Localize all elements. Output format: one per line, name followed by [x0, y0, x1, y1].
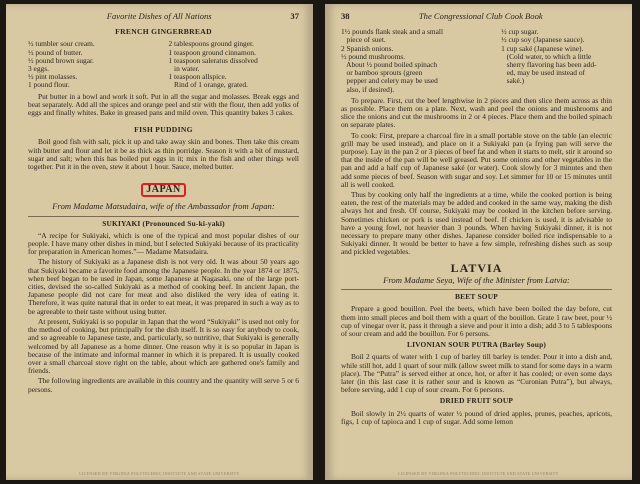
ingredient-line: ½ cup soy (Japanese sauce). [501, 35, 585, 45]
fish-pudding-title: FISH PUDDING [134, 125, 193, 135]
ingredient-line: also, if desired). [341, 84, 395, 94]
country-heading-japan [28, 183, 299, 197]
ingredient-line: ½ tumbler sour cream. [28, 39, 95, 49]
divider [341, 289, 612, 290]
sukiyaki-ingredients [341, 28, 612, 94]
country-heading-latvia: LATVIA [450, 260, 503, 275]
ingredient-line: in water. [168, 64, 200, 74]
ingredient-line: ½ cup sugar. [501, 27, 539, 37]
sukiyaki-paragraph: The history of Sukiyaki as a Japanese dish is not very old. It was about 50 years ago that Sukiyaki became a favorite food among the Japanese people. In the year 1874 or 1875, when beef began to be used in Japan, some Japanese at Nagasaki, one of the large port-cities, devised the so-called Sukiyaki as a method of cooking beef. In ancient Japan, the Japanese people did not care for meat and also disliked the very idea of eating it. Therefore, it was quite natural that in order to eat meat, it was prepared in such a way as to be agreeable to their taste without using butter. [28, 257, 299, 316]
livonian-soup-title: LIVONIAN SOUR PUTRA (Barley Soup) [406, 340, 547, 350]
ingredient-line: 1½ pounds flank steak and a small [341, 27, 444, 37]
ingredient-line: 1 teaspoon ground cinnamon. [168, 47, 256, 57]
french-gingerbread-method: Put butter in a bowl and work it soft. Put in all the sugar and molasses. Break eggs and beat separately. Add all the spices and orange peel and stir with the flour, then add yolks of eggs and finally whites. Bake in greased pans and mild oven. This quantity bakes 3 cakes. [28, 91, 299, 118]
left-running-head [28, 12, 299, 20]
sukiyaki-prepare-paragraph: To prepare. First, cut the beef lengthwise in 2 pieces and then slice them across as thin as possible. Place them on a plate. Next, wash and peel the onions and mushrooms and slice the onions and cut the mushrooms in 2 or 4 pieces. Place them and the boiled spinach on separate plates. [341, 95, 612, 130]
ingredient-line: 1 pound flour. [28, 80, 70, 90]
ingredient-line: 2 Spanish onions. [341, 43, 394, 53]
right-page-number: 38 [341, 11, 350, 21]
french-gingerbread-title: FRENCH GINGERBREAD [115, 27, 212, 37]
ingredient-line: 1 teaspoon allspice. [168, 72, 227, 82]
ingredient-line: 2 tablespoons ground ginger. [168, 39, 254, 49]
left-header-title: Favorite Dishes of All Nations [106, 11, 212, 21]
beet-soup-method: Prepare a good bouillon. Peel the beets, which have been boiled the day before, cut them into small pieces and boil them with a quart of the bouillon. Grate 1 raw beet, pour ½ cup of vinegar over it, pass it through a sieve and pour it into a dish; add 3 to 5 tablespoons of sour cream and add the bouillon. For 6 persons. [341, 304, 612, 338]
library-footer-stamp: LICENSED BY VIRGINIA POLYTECHNIC INSTITUTE AND STATE UNIVERSITY [79, 470, 240, 476]
latvia-from-line: From Madame Seya, Wife of the Minister from Latvia: [383, 274, 570, 285]
divider [28, 216, 299, 217]
french-gingerbread-ingredients [28, 40, 299, 89]
japan-from-line: From Madame Matsudaira, wife of the Ambassador from Japan: [52, 201, 275, 212]
ingredient-line: 1 cup saké (Japanese wine). [501, 43, 584, 53]
ingredients-col-left [341, 28, 491, 94]
sukiyaki-paragraph: The following ingredients are available in this country and the quantity will serve 5 or 6 persons. [28, 376, 299, 394]
ingredient-line: 1 teaspoon saleratus dissolved [168, 55, 258, 65]
ingredients-col-left [28, 40, 159, 89]
sukiyaki-title: SUKIYAKI (Pronounced Su-ki-yaki) [102, 218, 225, 228]
sukiyaki-paragraph: At present, Sukiyaki is so popular in Japan that the word “Sukiyaki” is used not only for the method of cooking, but principally for the dish itself. It is so easy for anybody to cook, and so agreeable to Japanese taste, and, particularly, so nutritive, that Sukiyaki is generally welcomed by all Japanese as a home dinner. One reason why it is so popular in Japan is because of the intimate and informal manner in which it is prepared. It is usually cooked over a small charcoal stove right on the table, about which are gathered one's family and friends. [28, 316, 299, 376]
left-page [6, 4, 313, 480]
sukiyaki-serving-paragraph: Thus by cooking only half the ingredients at a time, while the cooked portion is being eaten, the rest of the materials may be added and cooked in the same way, making the dish always hot and fresh. Of course, Sukiyaki may be cooked in the kitchen before serving. Sometimes chicken or pork is used instead of beef. If chicken is used, it is advisable to have a young fowl, not heavier than 3 pounds. When having Sukiyaki dinner, it is not necessary to prepare many other dishes. Japanese consider boiled rice indispensable to a Sukiyaki dinner. It would be better to have a few simple, refreshing dishes such as soup and pickled vegetables. [341, 190, 612, 257]
ingredient-line: ½ pound of butter. [28, 47, 83, 57]
ingredient-line: saké.) [501, 76, 525, 86]
dried-fruit-soup-title: DRIED FRUIT SOUP [439, 396, 514, 406]
ingredient-line: pepper and celery may be used [341, 76, 438, 86]
ingredient-line: ½ pound mushrooms. [341, 51, 406, 61]
right-header-title: The Congressional Club Cook Book [418, 11, 543, 21]
ingredient-line: (Cold water, to which a little [501, 51, 592, 61]
ingredient-line: ½ pint molasses. [28, 72, 78, 82]
left-page-number: 37 [290, 11, 299, 21]
japan-heading-highlight: JAPAN [141, 183, 186, 197]
ingredient-line: piece of suet. [341, 35, 386, 45]
ingredients-col-right [169, 40, 300, 89]
ingredient-line: ½ pound brown sugar. [28, 55, 94, 65]
library-footer-stamp: LICENSED BY VIRGINIA POLYTECHNIC INSTITUTE AND STATE UNIVERSITY [398, 470, 559, 476]
livonian-soup-method: Boil 2 quarts of water with 1 cup of barley till barley is tender. Pour it into a dish and, while still hot, add 1 quart of sour milk (allow sweet milk to stand for some days in a warm place). The “Putra” is served either at once, hot, or after it has cooled; or even some days later (in this last case it is rather sour and is known as “Curonian Putra”), but always, before serving, add 1 cup of sour cream. For 6 persons. [341, 352, 612, 395]
ingredient-line: sherry flavoring has been add- [501, 60, 597, 70]
ingredient-line: 3 eggs. [28, 64, 49, 74]
sukiyaki-cook-paragraph: To cook: First, prepare a charcoal fire in a small portable stove on the table (an electric grill may be used instead), and place on it a Sukiyaki pan (a frying pan will serve the purpose). Lay in the pan 2 or 3 pieces of beef fat and when it starts to melt, stir it around so that the inside of the pan will be well greased. Put some onions and other vegetables in the pan and add a half cup of Japanese saké (or water). Cook slowly for 3 minutes and then add some pieces of beef. Season with sugar and soy. Let simmer for 10 or 15 minutes until all is well cooked. [341, 130, 612, 189]
ingredients-col-right [501, 28, 612, 94]
ingredient-line: About ½ pound boiled spinach [341, 60, 438, 70]
fish-pudding-method: Boil good fish with salt, pick it up and take away skin and bones. Then take this cream with butter and flour and let it be as thick as thin porridge. Season it with a bit of mustard, sugar and salt; when this has boiled put eggs in it; mix in the fish and other things well together. Put it in the oven, stew it about 1 hour. Sauce, melted butter. [28, 137, 299, 172]
ingredient-line: Rind of 1 orange, grated. [168, 80, 248, 90]
right-page [325, 4, 632, 480]
dried-fruit-soup-method: Boil slowly in 2½ quarts of water ½ pound of dried apples, prunes, peaches, apricots, figs, 1 cup of tapioca and 1 cup of sugar. Add some lemon [341, 408, 612, 426]
right-running-head [341, 12, 612, 20]
beet-soup-title: BEET SOUP [455, 292, 498, 302]
ingredient-line: ed, may be used instead of [501, 68, 586, 78]
sukiyaki-paragraph: “A recipe for Sukiyaki, which is one of the typical and most popular dishes of our people. I have many other dishes in mind, but I selected Sukiyaki because of its practicality for preparation in American homes.”— Madame Matsudaira. [28, 230, 299, 257]
ingredient-line: or bamboo sprouts (green [341, 68, 423, 78]
